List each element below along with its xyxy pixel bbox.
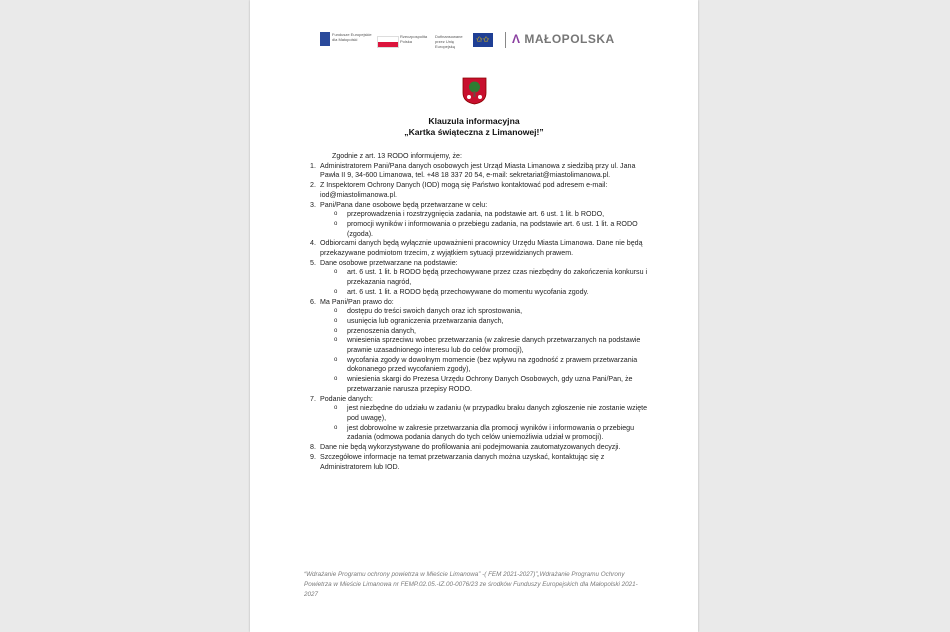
sub-list-item-text: promocji wyników i informowania o przebiegu zadania, na podstawie art. 6 ust. 1 lit. a RODO (zgoda). [347, 219, 638, 238]
logo-bar [320, 30, 620, 50]
fe-logo-icon [320, 32, 330, 46]
bullet-icon: o [334, 337, 338, 344]
document-page [250, 0, 698, 632]
bullet-icon: o [334, 356, 338, 363]
list-item-number: 2. [310, 181, 316, 190]
poland-flag-icon [377, 36, 399, 48]
sub-list-item-text: art. 6 ust. 1 lit. a RODO będą przechowywane do momentu wycofania zgody. [347, 287, 589, 296]
sub-list-item-text: wniesienia sprzeciwu wobec przetwarzania (w zakresie danych przetwarzanych na podstawie prawnie uzasadnionego interesu lub do celów promocji), [347, 336, 641, 355]
document-title [250, 116, 698, 138]
malopolska-logo: Λ MAŁOPOLSKA [512, 32, 615, 46]
list-item-text: Z Inspektorem Ochrony Danych (IOD) mogą się Państwo kontaktować pod adresem e-mail: iod@miastolimanowa.pl. [320, 181, 608, 199]
sub-list-item [306, 424, 656, 443]
sub-list-item-text: wycofania zgody w dowolnym momencie (bez wpływu na zgodność z prawem przetwarzania dokonanego przed wycofaniem zgody), [347, 355, 638, 374]
bullet-icon: o [334, 308, 338, 315]
list-item-text: Szczegółowe informacje na temat przetwarzania danych można uzyskać, kontaktując się z Administratorem lub IOD. [320, 452, 605, 471]
list-item-text: Administratorem Pani/Pana danych osobowych jest Urząd Miasta Limanowa z siedzibą przy ul. Jana Pawła II 9, 34-600 Limanowa, tel. +48 18 337 20 54, e-mail: sekretariat@miastolimanowa.pl. [320, 161, 636, 180]
sub-list-item [306, 327, 656, 337]
sub-list-item [306, 288, 656, 298]
sub-list-item [306, 375, 656, 394]
list-item-number: 6. [310, 297, 316, 306]
list-item-number: 5. [310, 258, 316, 267]
sub-list-item-text: jest niezbędne do udziału w zadaniu (w przypadku braku danych zgłoszenie nie zostanie wzięte pod uwagę), [347, 404, 648, 422]
list-item [306, 162, 656, 181]
intro-text: Zgodnie z art. 13 RODO informujemy, że: [332, 152, 462, 160]
sub-list-item-text: wniesienia skargi do Prezesa Urzędu Ochrony Danych Osobowych, gdy uzna Pani/Pan, że przetwarzanie narusza przepisy RODO. [347, 375, 633, 393]
sub-list-item [306, 268, 656, 287]
sub-list-item [306, 220, 656, 239]
list-item [306, 453, 656, 472]
list-item-number: 1. [310, 161, 316, 170]
poland-logo-text: Rzeczpospolita Polska [400, 34, 428, 44]
list-item [306, 443, 656, 453]
fe-logo-text: Fundusze Europejskie dla Małopolski [332, 32, 372, 42]
list-item-text: Dane osobowe przetwarzane na podstawie: [320, 258, 458, 267]
eu-logo-text: Dofinansowane przez Unię Europejską [435, 34, 463, 49]
bullet-icon: o [334, 288, 338, 295]
list-item-number: 4. [310, 239, 316, 248]
sub-list-item-text: usunięcia lub ograniczenia przetwarzania danych, [347, 316, 504, 325]
sub-list-item-text: dostępu do treści swoich danych oraz ich sprostowania, [347, 307, 523, 316]
sub-list-item [306, 336, 656, 355]
bullet-icon: o [334, 317, 338, 324]
list-item-number: 9. [310, 452, 316, 461]
sub-list-item [306, 210, 656, 220]
bullet-icon: o [334, 424, 338, 431]
list-item-number: 8. [310, 443, 316, 452]
list-item [306, 239, 656, 258]
eu-flag-icon: ✩✩ [473, 33, 493, 47]
sub-list-item [306, 404, 656, 423]
bullet-icon: o [334, 376, 338, 383]
list-item-number: 3. [310, 200, 316, 209]
logo-divider [505, 32, 506, 48]
bullet-icon: o [334, 327, 338, 334]
sub-list-item-text: art. 6 ust. 1 lit. b RODO będą przechowywane przez czas niezbędny do zakończenia konkursu i przekazania nagród, [347, 268, 648, 287]
sub-list-item [306, 307, 656, 317]
clause-body [306, 152, 656, 472]
list-item [306, 395, 656, 405]
bullet-icon: o [334, 220, 338, 227]
list-item-text: Dane nie będą wykorzystywane do profilowania ani podejmowania zautomatyzowanych decyzji. [320, 443, 621, 452]
bullet-icon: o [334, 211, 338, 218]
sub-list-item [306, 317, 656, 327]
footer-note: “Wdrażanie Programu ochrony powietrza w Mieście Limanowa” -( FEM 2021-2027)”„Wdrażanie Programu Ochrony Powietrza w Mieście Limanowa nr FEMP.02.05.-IZ.00-0076/23 ze środków Funduszy Europejskich dla Małopolski 2021-2027 [304, 571, 638, 598]
list-item-text: Pani/Pana dane osobowe będą przetwarzane w celu: [320, 200, 488, 209]
sub-list-item-text: jest dobrowolne w zakresie przetwarzania dla promocji wyników i informowania o przebiegu zadania (odmowa podania danych do tych celów uniemożliwia udział w promocji). [347, 423, 635, 442]
list-item [306, 181, 656, 200]
sub-list-item-text: przeprowadzenia i rozstrzygnięcia zadania, na podstawie art. 6 ust. 1 lit. b RODO, [347, 210, 605, 219]
clause-list [306, 162, 656, 473]
list-item [306, 201, 656, 211]
title-line-2: „Kartka świąteczna z Limanowej!” [404, 127, 544, 137]
bullet-icon: o [334, 405, 338, 412]
list-item-text: Odbiorcami danych będą wyłącznie upoważnieni pracownicy Urzędu Miasta Limanowa. Dane nie będą przekazywane podmiotom trzecim, z wyjątkiem sytuacji przewidzianych prawem. [320, 239, 643, 258]
list-item [306, 259, 656, 269]
coat-of-arms-icon [462, 77, 487, 105]
sub-list-item [306, 356, 656, 375]
bullet-icon: o [334, 269, 338, 276]
list-item-text: Podanie danych: [320, 394, 373, 403]
list-item-number: 7. [310, 394, 316, 403]
title-line-1: Klauzula informacyjna [428, 116, 520, 126]
sub-list-item-text: przenoszenia danych, [347, 326, 417, 335]
list-item-text: Ma Pani/Pan prawo do: [320, 297, 394, 306]
list-item [306, 298, 656, 308]
